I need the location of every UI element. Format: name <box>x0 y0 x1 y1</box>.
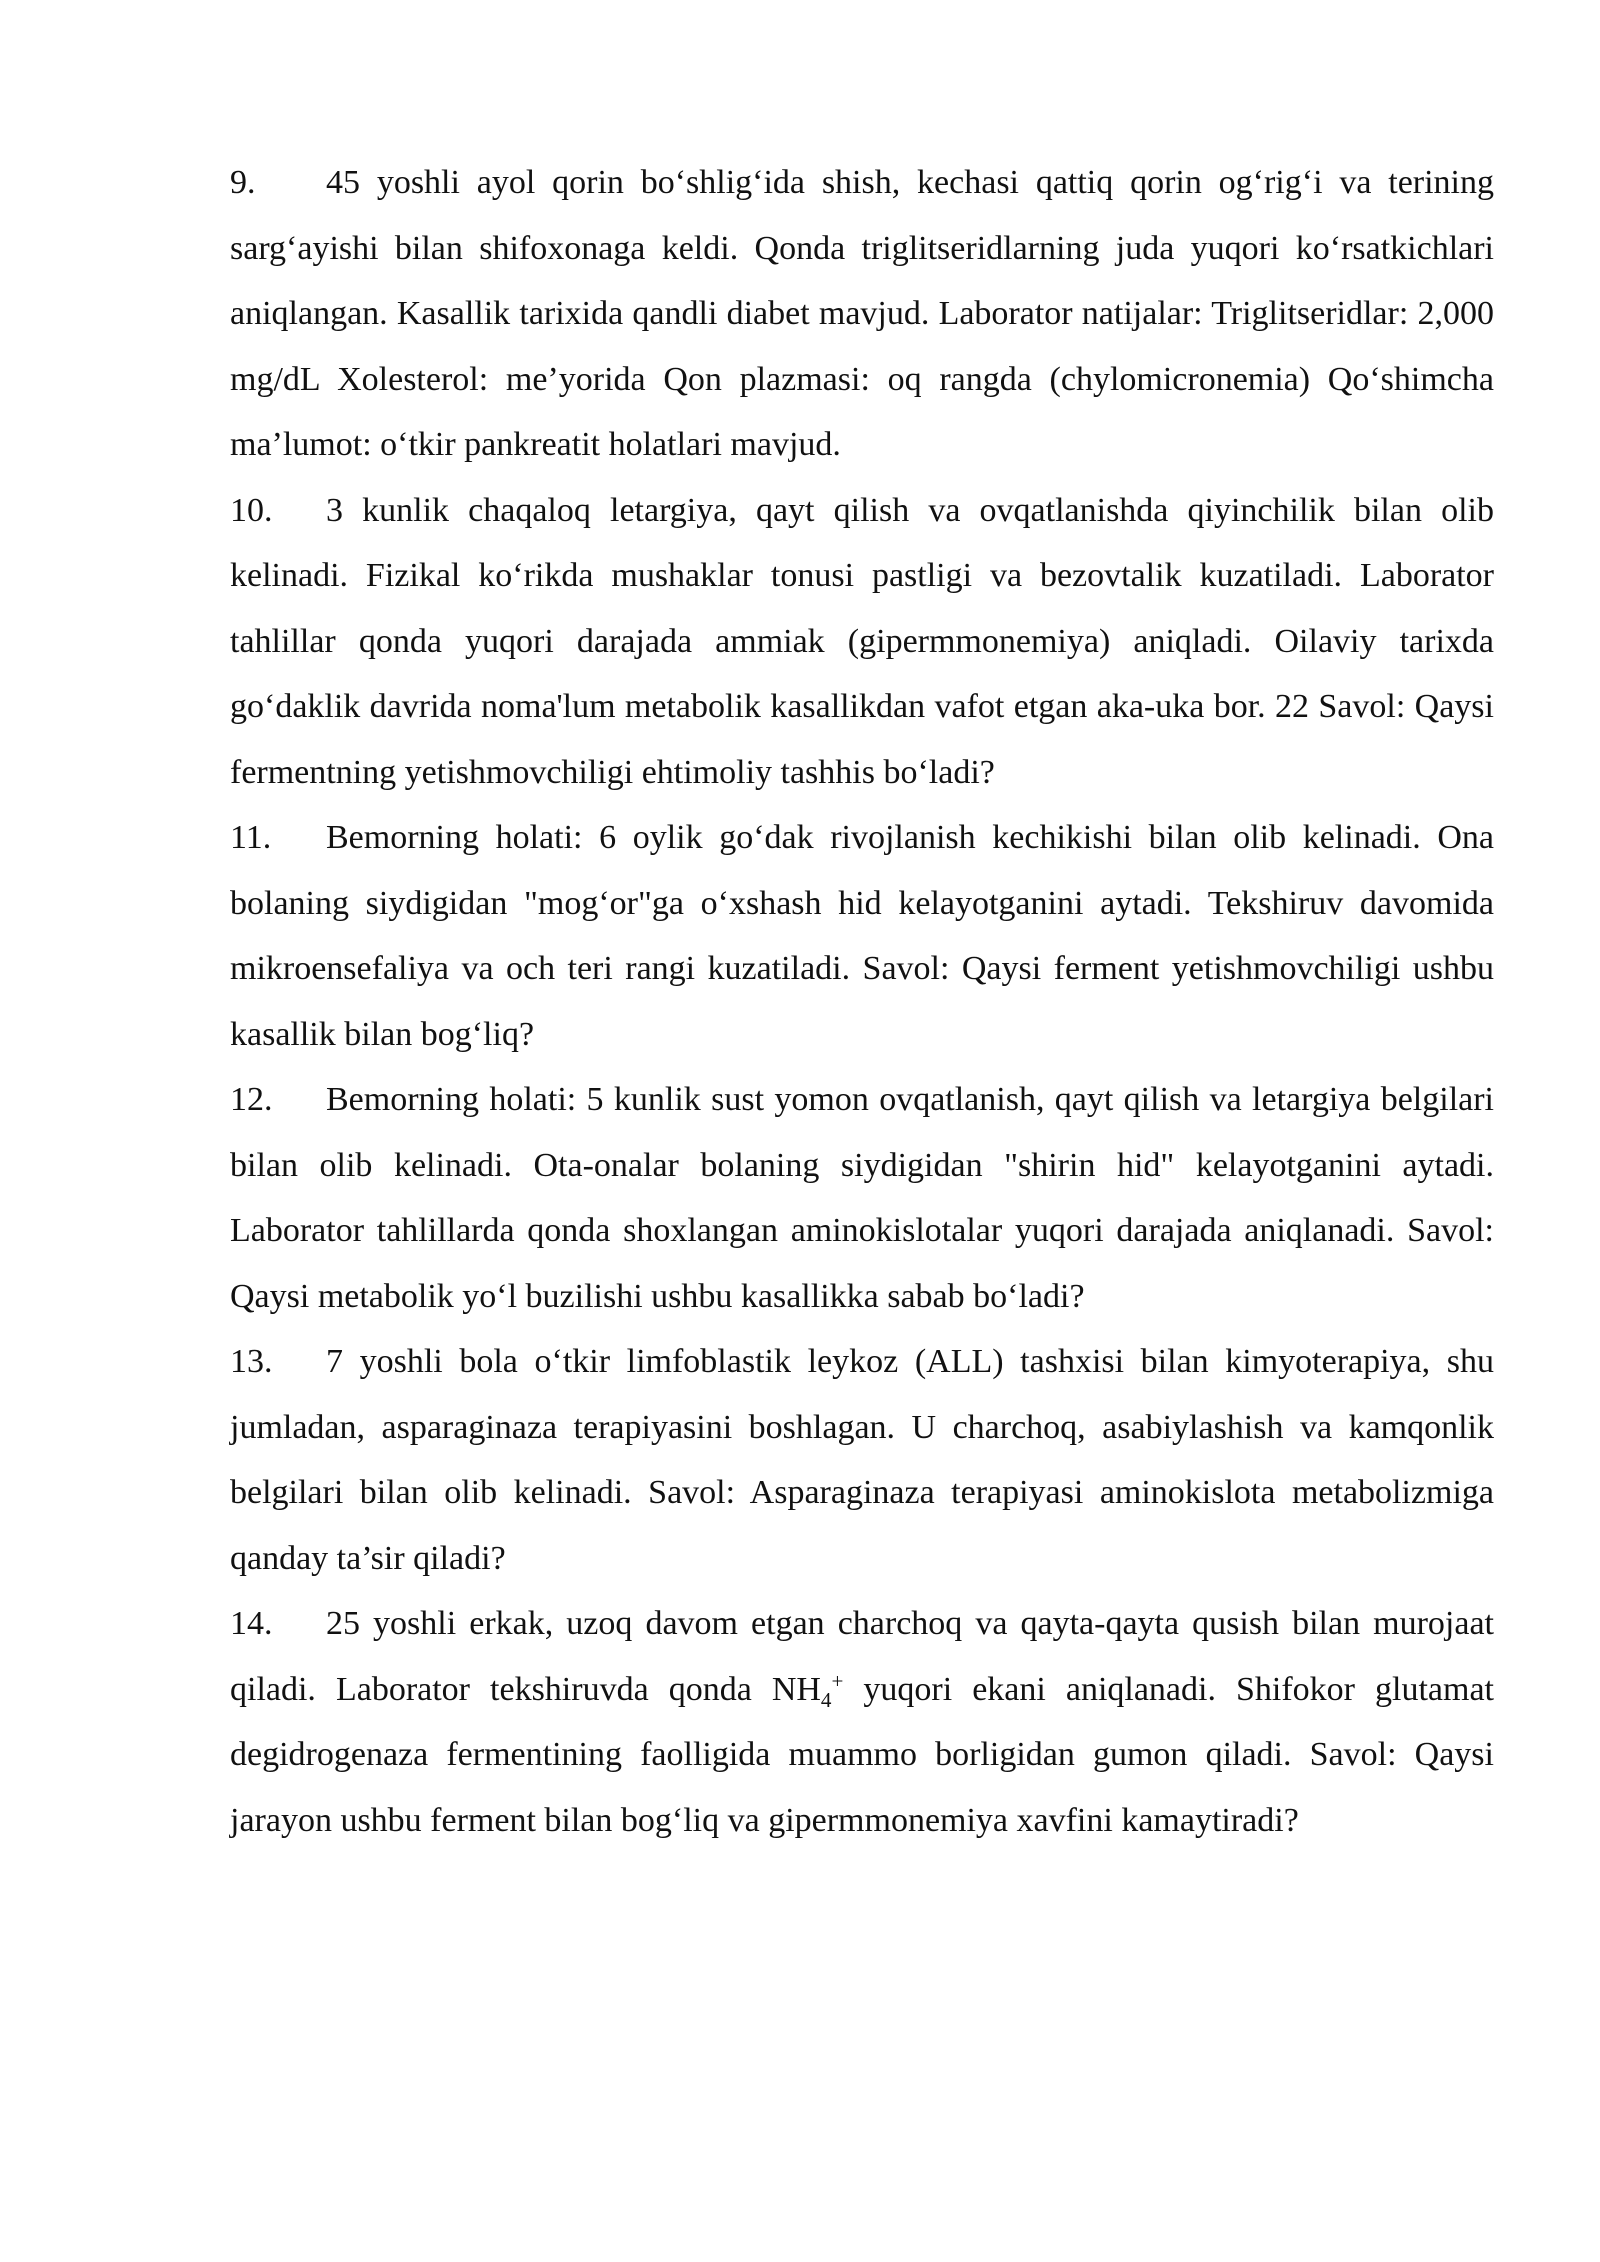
question-14 <box>230 1591 1494 1853</box>
subscript: 4 <box>820 1687 832 1712</box>
question-9 <box>230 150 1494 478</box>
question-text: 7 yoshli bola o‘tkir limfoblastik leykoz (ALL) tashxisi bilan kimyoterapiya, shu jumladan, asparaginaza terapiyasini boshlagan. U charchoq, asabiylashish va kamqonlik belgilari bilan olib kelinadi. Savol: Asparaginaza terapiyasi aminokislota metabolizmiga qanday ta’sir qiladi? <box>230 1343 1494 1577</box>
question-text-before: 25 yoshli erkak, uzoq davom etgan charchoq va qayta-qayta qusish bilan murojaat qiladi. Laborator tekshiruvda qonda NH <box>230 1605 1494 1708</box>
question-number: 12. <box>230 1081 273 1118</box>
question-number: 13. <box>230 1343 273 1380</box>
question-12 <box>230 1067 1494 1329</box>
question-text: 3 kunlik chaqaloq letargiya, qayt qilish va ovqatlanishda qiyinchilik bilan olib kelinadi. Fizikal ko‘rikda mushaklar tonusi pastligi va bezovtalik kuzatiladi. Laborator tahlillar qonda yuqori darajada ammiak (gipermmonemiya) aniqladi. Oilaviy tarixda go‘daklik davrida noma'lum metabolik kasallikdan vafot etgan aka-uka bor. 22 Savol: Qaysi fermentning yetishmovchiligi ehtimoliy tashhis bo‘ladi? <box>230 491 1494 791</box>
question-number: 10. <box>230 491 273 529</box>
question-10 <box>230 478 1494 806</box>
question-11 <box>230 805 1494 1067</box>
question-text: Bemorning holati: 5 kunlik sust yomon ovqatlanish, qayt qilish va letargiya belgilari bilan olib kelinadi. Ota-onalar bolaning siydigidan "shirin hid" kelayotganini aytadi. Laborator tahlillarda qonda shoxlangan aminokislotalar yuqori darajada aniqlanadi. Savol: Qaysi metabolik yo‘l buzilishi ushbu kasallikka sabab bo‘ladi? <box>230 1081 1494 1315</box>
question-number: 9. <box>230 164 256 201</box>
question-13 <box>230 1329 1494 1591</box>
superscript: + <box>831 1668 844 1693</box>
question-text: 45 yoshli ayol qorin bo‘shlig‘ida shish, kechasi qattiq qorin og‘rig‘i va terining sarg‘ayishi bilan shifoxonaga keldi. Qonda triglitseridlarning juda yuqori ko‘rsatkichlari aniqlangan. Kasallik tarixida qandli diabet mavjud. Laborator natijalar: Triglitseridlar: 2,000 mg/dL Xolesterol: me’yorida Qon plazmasi: oq rangda (chylomicronemia) Qo‘shimcha ma’lumot: o‘tkir pankreatit holatlari mavjud. <box>230 164 1494 463</box>
question-text: Bemorning holati: 6 oylik go‘dak rivojlanish kechikishi bilan olib kelinadi. Ona bolaning siydigidan "mog‘or"ga o‘xshash hid kelayotganini aytadi. Tekshiruv davomida mikroensefaliya va och teri rangi kuzatiladi. Savol: Qaysi ferment yetishmovchiligi ushbu kasallik bilan bog‘liq? <box>230 819 1494 1053</box>
question-number: 14. <box>230 1605 273 1642</box>
question-text-after: yuqori ekani aniqlanadi. Shifokor glutamat degidrogenaza fermentining faolligida muammo borligidan gumon qiladi. Savol: Qaysi jarayon ushbu ferment bilan bog‘liq va gipermmonemiya xavfini kamaytiradi? <box>230 1670 1494 1839</box>
question-number: 11. <box>230 819 272 856</box>
document-page <box>230 150 1494 1853</box>
